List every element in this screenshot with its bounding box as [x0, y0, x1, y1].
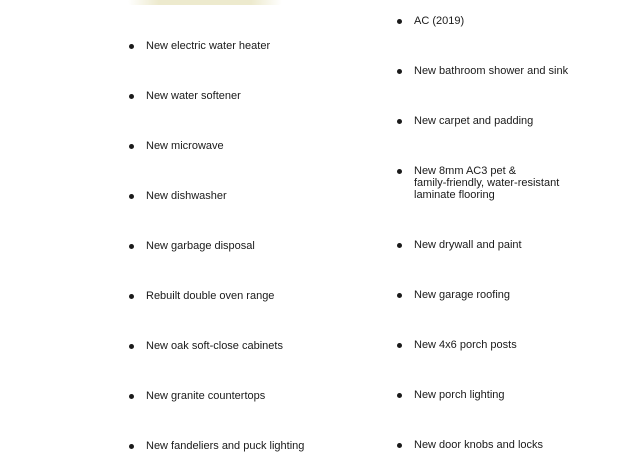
bullet-icon [397, 393, 402, 398]
list-item: New drywall and paint [414, 239, 522, 251]
bullet-icon [397, 243, 402, 248]
bullet-icon [397, 443, 402, 448]
list-item: New microwave [146, 140, 224, 152]
list-item: New granite countertops [146, 390, 265, 402]
bullet-icon [129, 294, 134, 299]
list-item: AC (2019) [414, 15, 464, 27]
bullet-icon [129, 344, 134, 349]
list-item: New fandeliers and puck lighting [146, 440, 304, 452]
bullet-icon [129, 144, 134, 149]
list-item: New 4x6 porch posts [414, 339, 517, 351]
faded-heading-strip [128, 0, 282, 5]
list-item: New carpet and padding [414, 115, 533, 127]
bullet-icon [129, 244, 134, 249]
bullet-icon [397, 119, 402, 124]
bullet-icon [397, 19, 402, 24]
list-item: New oak soft-close cabinets [146, 340, 283, 352]
bullet-icon [129, 444, 134, 449]
list-item: New door knobs and locks [414, 439, 543, 451]
bullet-icon [397, 343, 402, 348]
list-item: New bathroom shower and sink [414, 65, 568, 77]
list-item: New electric water heater [146, 40, 270, 52]
list-item: New 8mm AC3 pet & family-friendly, water-resistant laminate flooring [414, 165, 559, 201]
list-item: New garbage disposal [146, 240, 255, 252]
bullet-icon [129, 194, 134, 199]
list-item: New garage roofing [414, 289, 510, 301]
list-item: New water softener [146, 90, 241, 102]
bullet-icon [129, 44, 134, 49]
bullet-icon [397, 169, 402, 174]
list-item: Rebuilt double oven range [146, 290, 274, 302]
list-item: New porch lighting [414, 389, 505, 401]
bullet-icon [129, 394, 134, 399]
bullet-icon [397, 69, 402, 74]
bullet-icon [397, 293, 402, 298]
list-item: New dishwasher [146, 190, 227, 202]
bullet-icon [129, 94, 134, 99]
